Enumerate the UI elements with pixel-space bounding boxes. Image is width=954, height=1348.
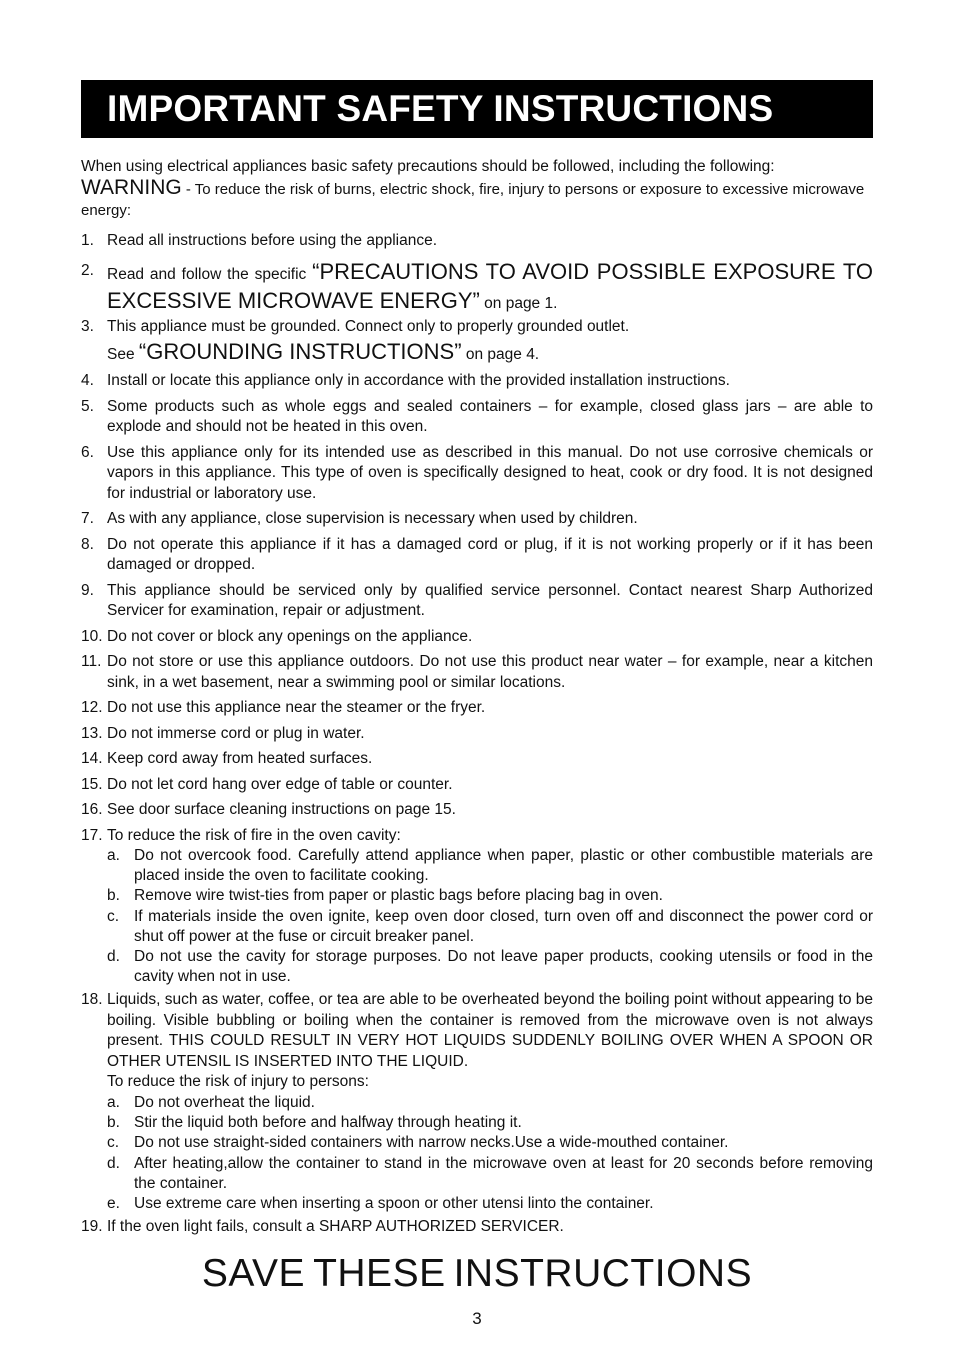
- subitem-text: Do not use straight-sided containers with narrow necks.Use a wide-mouthed container.: [134, 1134, 729, 1152]
- item-subheading: To reduce the risk of injury to persons:: [107, 1073, 369, 1091]
- item-number: 3.: [81, 317, 94, 335]
- manual-page: [81, 80, 873, 1243]
- subitem-letter: a.: [107, 847, 120, 864]
- intro-paragraph: [81, 156, 873, 221]
- page-title: IMPORTANT SAFETY INSTRUCTIONS: [81, 80, 873, 138]
- item-number: 1.: [81, 232, 94, 249]
- list-item-8: [81, 535, 873, 576]
- page-number: 3: [472, 1309, 482, 1328]
- subitem-letter: d.: [107, 948, 120, 966]
- subitem-text: If materials inside the oven ignite, keep oven door closed, turn oven off and disconnect the power cord or shut off power at the fuse or circuit breaker panel.: [134, 907, 873, 945]
- item-number: 12.: [81, 699, 103, 716]
- item-number: 5.: [81, 397, 94, 415]
- item-text: Do not immerse cord or plug in water.: [107, 724, 365, 742]
- list-item-12: [81, 698, 873, 719]
- save-instructions-banner: [0, 1252, 954, 1296]
- item-text: Install or locate this appliance only in accordance with the provided installation instructions.: [107, 372, 730, 389]
- subitem-text: Do not overheat the liquid.: [134, 1093, 315, 1111]
- list-item-5: [81, 397, 873, 438]
- save-word: THESE: [313, 1252, 446, 1295]
- intro-line: When using electrical appliances basic safety precautions should be followed, including the following:: [81, 158, 775, 175]
- warning-label: WARNING: [81, 176, 182, 199]
- item-text: Some products such as whole eggs and sealed containers – for example, closed glass jars – are able to explode and should not be heated in this oven.: [107, 397, 873, 435]
- sublist-item-a: [107, 846, 873, 886]
- subitem-letter: b.: [107, 1114, 120, 1132]
- item-text: Do not use this appliance near the steamer or the fryer.: [107, 699, 486, 716]
- subitem-letter: c.: [107, 1134, 120, 1152]
- warning-text: - To reduce the risk of burns, electric shock, fire, injury to persons or exposure to excessive microwave energy:: [81, 181, 865, 219]
- item-number: 6.: [81, 443, 94, 461]
- sublist-item-d: [107, 1154, 873, 1194]
- safety-list: [81, 231, 873, 1238]
- item-number: 4.: [81, 372, 94, 389]
- sublist-item-c: [107, 1133, 873, 1153]
- subitem-text: Do not use the cavity for storage purposes. Do not leave paper products, cooking utensils or food in the cavity when not in use.: [134, 948, 873, 986]
- list-item-19: [81, 1217, 873, 1238]
- item-number: 10.: [81, 627, 103, 645]
- subitem-letter: e.: [107, 1194, 120, 1212]
- list-item-9: [81, 581, 873, 622]
- subitem-letter: d.: [107, 1154, 120, 1172]
- list-item-16: [81, 800, 873, 821]
- subitem-text: Do not overcook food. Carefully attend appliance when paper, plastic or other combustible materials are placed inside the oven to facilitate cooking.: [134, 847, 873, 885]
- subitem-text: After heating,allow the container to stand in the microwave oven at least for 20 seconds before removing the container.: [134, 1154, 873, 1192]
- list-item-3: [81, 317, 873, 367]
- item-number: 9.: [81, 581, 94, 599]
- list-item-7: [81, 509, 873, 530]
- sublist-item-e: [107, 1194, 873, 1214]
- list-item-4: [81, 371, 873, 392]
- item-reference-caps: “PRECAUTIONS TO AVOID POSSIBLE EXPOSURE TO EXCESSIVE MICROWAVE ENERGY”: [107, 258, 873, 313]
- item-number: 19.: [81, 1218, 103, 1236]
- item-number: 2.: [81, 261, 94, 279]
- subitem-letter: c.: [107, 907, 120, 925]
- list-item-17: [81, 826, 873, 988]
- sublist-item-b: [107, 1113, 873, 1133]
- item-number: 13.: [81, 724, 103, 742]
- list-item-2: [81, 257, 873, 315]
- list-item-10: [81, 627, 873, 648]
- item-text: on page 4.: [461, 346, 540, 363]
- sublist-17: [107, 846, 873, 987]
- item-number: 11.: [81, 653, 102, 670]
- list-item-13: [81, 724, 873, 745]
- sublist-item-d: [107, 947, 873, 987]
- sublist-item-c: [107, 907, 873, 947]
- subitem-text: Stir the liquid both before and halfway through heating it.: [134, 1114, 522, 1132]
- item-text: If the oven light fails, consult a SHARP AUTHORIZED SERVICER.: [107, 1218, 564, 1236]
- item-text: Do not operate this appliance if it has a damaged cord or plug, if it is not working properly or if it has been damaged or dropped.: [107, 535, 873, 573]
- save-word: SAVE: [201, 1252, 306, 1295]
- list-item-14: [81, 749, 873, 770]
- sublist-18: [107, 1093, 873, 1214]
- item-text: See door surface cleaning instructions on page 15.: [107, 801, 456, 818]
- item-text: See: [107, 346, 139, 363]
- item-text: on page 1.: [479, 294, 558, 312]
- item-number: 18.: [81, 991, 103, 1009]
- item-number: 14.: [81, 750, 103, 767]
- list-item-1: [81, 231, 873, 252]
- item-text: Liquids, such as water, coffee, or tea are able to be overheated beyond the boiling point without appearing to be boiling. Visible bubbling or boiling when the container is removed from the microwave oven is not always present. THIS COULD RESULT IN VERY HOT LIQUIDS SUDDENLY BOILING OVER WHEN A SPOON OR OTHER UTENSIL IS INSERTED INTO THE LIQUID.: [107, 991, 873, 1070]
- subitem-letter: b.: [107, 887, 120, 905]
- item-text: To reduce the risk of fire in the oven cavity:: [107, 826, 401, 844]
- item-number: 15.: [81, 775, 103, 793]
- list-item-11: [81, 652, 873, 693]
- item-number: 16.: [81, 801, 103, 818]
- item-text: This appliance must be grounded. Connect only to properly grounded outlet.: [107, 317, 630, 335]
- item-number: 17.: [81, 826, 103, 844]
- save-word: INSTRUCTIONS: [453, 1252, 753, 1295]
- item-number: 7.: [81, 510, 94, 527]
- sublist-item-a: [107, 1093, 873, 1113]
- item-text: Do not store or use this appliance outdoors. Do not use this product near water – for example, near a kitchen sink, in a wet basement, near a swimming pool or similar locations.: [107, 653, 873, 691]
- item-number: 8.: [81, 535, 94, 553]
- item-text: As with any appliance, close supervision is necessary when used by children.: [107, 510, 638, 527]
- item-text: Do not cover or block any openings on the appliance.: [107, 627, 473, 645]
- item-text: Do not let cord hang over edge of table or counter.: [107, 775, 453, 793]
- item-text: Use this appliance only for its intended use as described in this manual. Do not use corrosive chemicals or vapors in this appliance. This type of oven is specifically designed to heat, cook or dry food. It is not designed for industrial or laboratory use.: [107, 443, 873, 502]
- item-text: Keep cord away from heated surfaces.: [107, 750, 373, 767]
- item-text: This appliance should be serviced only by qualified service personnel. Contact nearest Sharp Authorized Servicer for examination, repair or adjustment.: [107, 581, 873, 619]
- item-text: Read and follow the specific: [107, 265, 313, 283]
- subitem-letter: a.: [107, 1093, 120, 1111]
- subitem-text: Use extreme care when inserting a spoon or other utensi linto the container.: [134, 1194, 654, 1212]
- list-item-15: [81, 775, 873, 796]
- subitem-text: Remove wire twist-ties from paper or plastic bags before placing bag in oven.: [134, 887, 663, 905]
- item-reference-caps: “GROUNDING INSTRUCTIONS”: [138, 339, 462, 364]
- list-item-18: [81, 990, 873, 1214]
- item-text: Read all instructions before using the appliance.: [107, 232, 438, 249]
- sublist-item-b: [107, 886, 873, 906]
- list-item-6: [81, 443, 873, 505]
